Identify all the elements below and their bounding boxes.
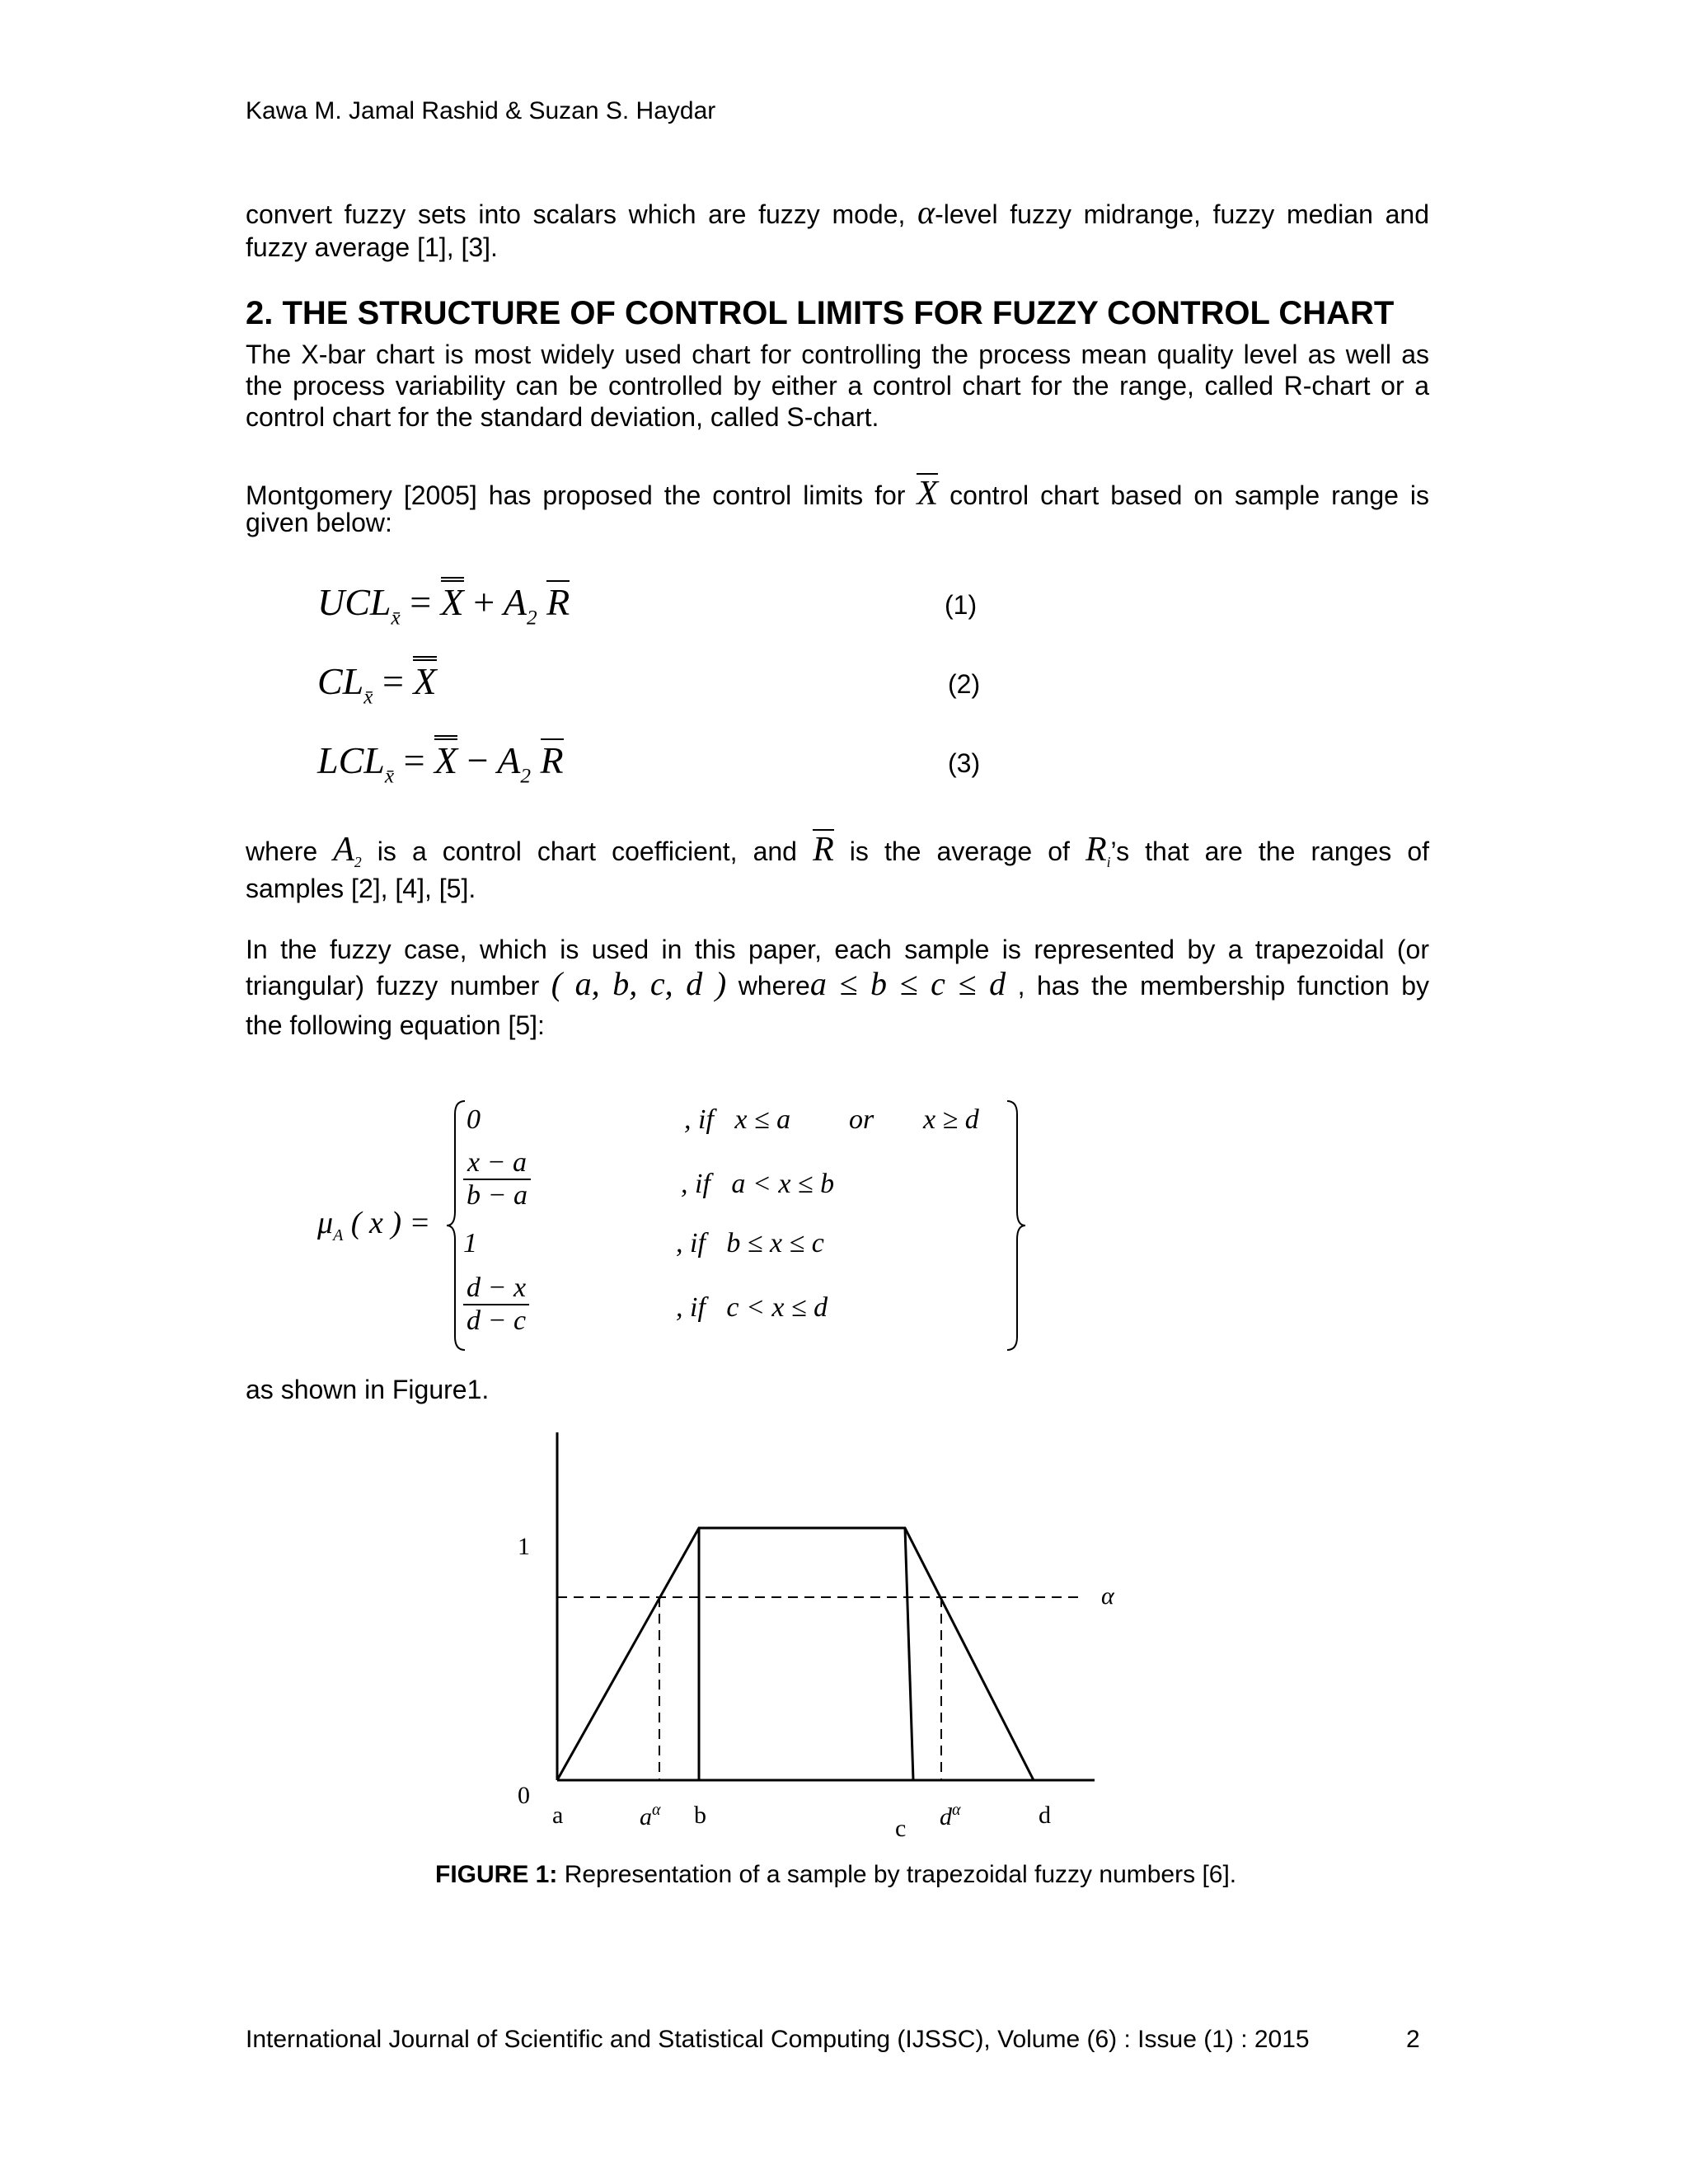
as-shown-text: as shown in Figure1. xyxy=(246,1375,490,1404)
fuzzy-line-2: triangular) fuzzy number ( a, b, c, d ) wherea ≤ b ≤ c ≤ d , has the membership function by xyxy=(246,965,1430,1002)
equation-lcl: $LCL_{x̄} = X - A_2$ R xyxy=(317,735,564,800)
page-number: 2 xyxy=(1406,2026,1420,2053)
y-tick-one: 1 xyxy=(518,1533,530,1560)
line-c xyxy=(905,1528,913,1780)
p1-line-2: the process variability can be controlled by either a control chart for the range, called R-chart or a xyxy=(246,371,1429,401)
p2-line-2: given below: xyxy=(246,508,392,537)
x-label-c: c xyxy=(895,1815,907,1838)
p2-line-1: Montgomery [2005] has proposed the control limits for X control chart based on sample range is xyxy=(246,475,1430,513)
x-label-a-alpha: $a^\alpha$ xyxy=(640,1801,661,1830)
intro-line-1: convert fuzzy sets into scalars which are fuzzy mode, α-level fuzzy midrange, fuzzy median and xyxy=(246,194,1430,231)
figure-caption: FIGURE 1: Representation of a sample by trapezoidal fuzzy numbers [6]. xyxy=(435,1861,1237,1888)
x-label-d-alpha: $d^\alpha$ xyxy=(940,1801,961,1830)
equation-number-2: (2) xyxy=(948,669,981,699)
figure-trapezoid xyxy=(495,1426,1154,1838)
equation-number-1: (1) xyxy=(945,590,978,620)
p1-line-1: The X-bar chart is most widely used chart for controlling the process mean quality level as well as xyxy=(246,340,1429,369)
section-heading: 2. THE STRUCTURE OF CONTROL LIMITS FOR FUZZY CONTROL CHART xyxy=(246,295,1395,331)
running-header: Kawa M. Jamal Rashid & Suzan S. Haydar xyxy=(246,97,716,124)
fuzzy-line-1: In the fuzzy case, which is used in this paper, each sample is represented by a trapezoidal (or xyxy=(246,935,1429,964)
x-label-d: d xyxy=(1039,1802,1051,1829)
xbar-symbol: X xyxy=(917,475,939,513)
equation-cl: $CL_{x̄} = X$ xyxy=(317,656,437,721)
fuzzy-line-3: the following equation [5]: xyxy=(246,1010,545,1040)
where-line-1: where $A_2$ is a control chart coefficient, and R is the average of $R_i’s$ that are the ranges of xyxy=(246,831,1430,870)
x-label-a: a xyxy=(552,1802,564,1829)
equation-ucl: $UCL_{x̄} = X + A_2$ R xyxy=(317,577,570,642)
where-line-2: samples [2], [4], [5]. xyxy=(246,874,476,903)
alpha-symbol: α xyxy=(917,194,935,231)
footer-journal: International Journal of Scientific and Statistical Computing (IJSSC), Volume (6) : Issue (1) : 2015 xyxy=(246,2026,1310,2053)
x-label-b: b xyxy=(694,1802,706,1829)
p1-line-3: control chart for the standard deviation, called S-chart. xyxy=(246,402,879,432)
right-brace-icon xyxy=(1004,1098,1029,1353)
y-tick-zero: 0 xyxy=(518,1782,530,1809)
trapezoid-outline xyxy=(557,1528,1034,1780)
alpha-label: α xyxy=(1101,1582,1114,1610)
equation-number-3: (3) xyxy=(948,748,981,778)
intro-line-2: fuzzy average [1], [3]. xyxy=(246,232,498,262)
